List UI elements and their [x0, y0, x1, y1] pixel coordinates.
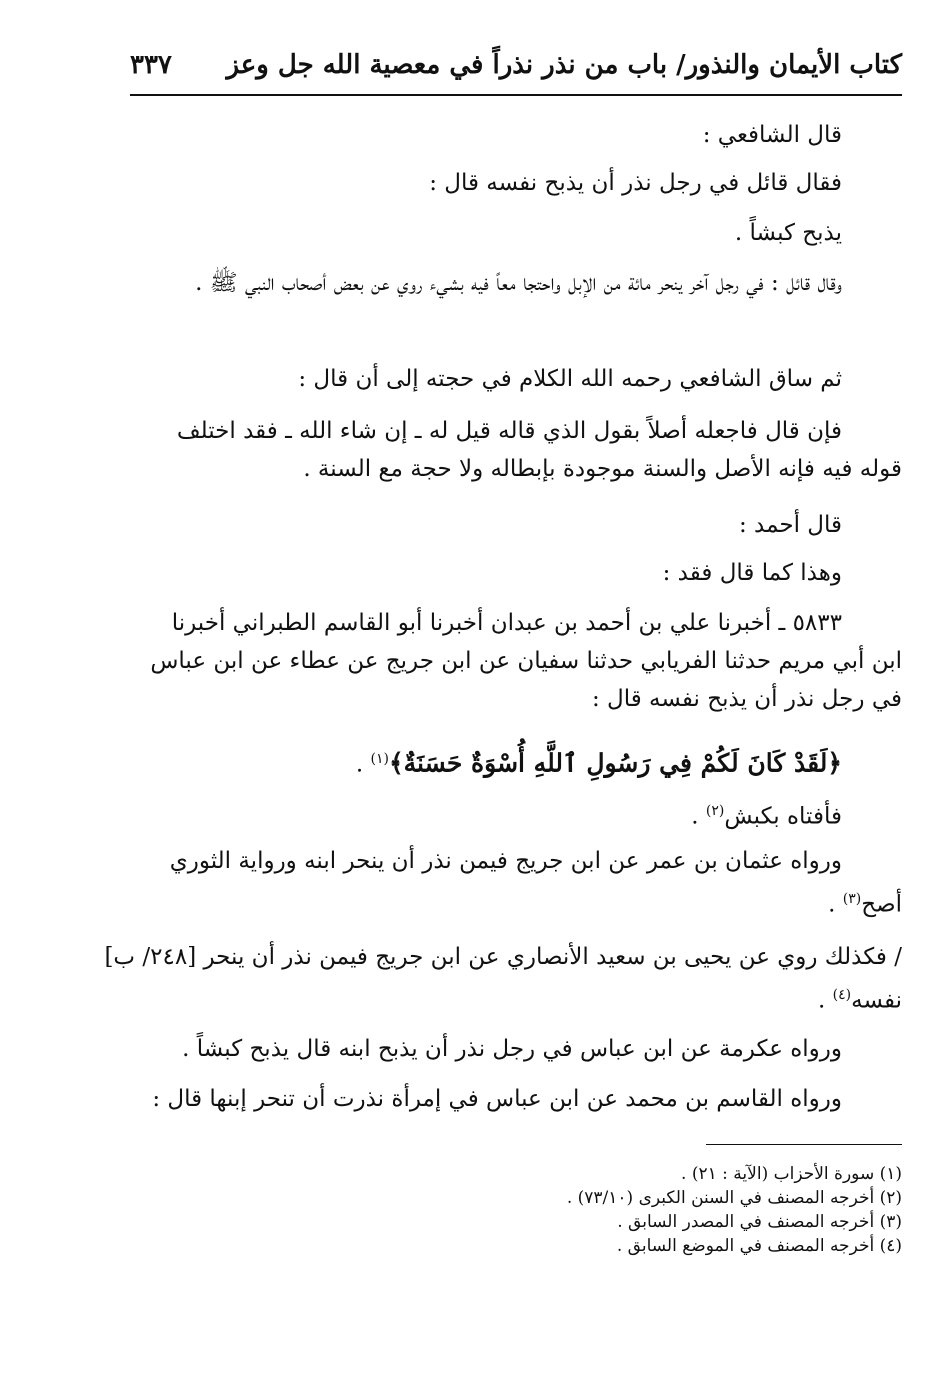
- footnote: (١) سورة الأحزاب (الآية : ٢١) .: [681, 1164, 902, 1184]
- page-number: ٣٣٧: [130, 50, 172, 80]
- running-title: كتاب الأيمان والنذور/ باب من نذر نذراً في معصية الله جل وعز: [226, 50, 902, 80]
- footnote-ref: (٣): [842, 891, 862, 907]
- paragraph: / فكذلك روي عن يحيى بن سعيد الأنصاري عن ابن جريج فيمن نذر أن ينحر [٢٤٨/ ب] نفسه$^{(٤)}$ .: [104, 944, 902, 1014]
- footnote: (٤) أخرجه المصنف في الموضع السابق .: [616, 1236, 902, 1256]
- footnote-ref: (١): [370, 751, 389, 767]
- paragraph-text: ورواه عثمان بن عمر عن ابن جريج فيمن نذر أن ينحر ابنه ورواية الثوري أصح: [169, 848, 902, 918]
- header-rule: [130, 94, 902, 96]
- paragraph: قال أحمد :: [738, 512, 842, 538]
- footnotes: [300, 1162, 902, 1258]
- paragraph: فقال قائل في رجل نذر أن يذبح نفسه قال :: [429, 170, 842, 196]
- paragraph-text: فأفتاه بكبش: [724, 803, 842, 830]
- paragraph-text: / فكذلك روي عن يحيى بن سعيد الأنصاري عن ابن جريج فيمن نذر أن ينحر [٢٤٨/ ب] نفسه: [104, 944, 902, 1014]
- footnote-ref: (٤): [832, 987, 852, 1003]
- footnote-rule: [706, 1144, 902, 1145]
- quran-verse-line: ﴿لَقَدْ كَانَ لَكُمْ فِي رَسُولِ ٱللَّهِ أُسْوَةٌ حَسَنَةٌ﴾$^{(١)}$ .: [355, 748, 842, 778]
- page-header: [130, 44, 902, 94]
- paragraph: يذبح كبشاً .: [734, 220, 842, 246]
- paragraph: وقال قائل : في رجل آخر ينحر مائة من الإبل واحتجا معاً فيه بشيء روي عن بعض أصحاب النبي ﷺ .: [195, 270, 842, 296]
- paragraph: ورواه عكرمة عن ابن عباس في رجل نذر أن يذبح ابنه قال يذبح كبشاً .: [182, 1036, 842, 1062]
- paragraph: فإن قال فاجعله أصلاً بقول الذي قاله قيل له ـ إن شاء الله ـ فقد اختلف قوله فيه فإنه الأصل والسنة موجودة بإبطاله ولا حجة مع السنة .: [176, 418, 902, 482]
- hadith-paragraph: ٥٨٣٣ ـ أخبرنا علي بن أحمد بن عبدان أخبرنا أبو القاسم الطبراني أخبرنا ابن أبي مريم حدثنا الفريابي حدثنا سفيان عن ابن جريج عن عطاء عن ابن عباس في رجل نذر أن يذبح نفسه قال :: [150, 610, 902, 712]
- paragraph: فأفتاه بكبش$^{(٢)}$ .: [691, 803, 842, 830]
- paragraph: ورواه القاسم بن محمد عن ابن عباس في إمرأة نذرت أن تنحر إبنها قال :: [152, 1086, 842, 1112]
- paragraph: وهذا كما قال فقد :: [662, 560, 842, 586]
- paragraph: ثم ساق الشافعي رحمه الله الكلام في حجته إلى أن قال :: [298, 366, 842, 392]
- paragraph: ورواه عثمان بن عمر عن ابن جريج فيمن نذر أن ينحر ابنه ورواية الثوري أصح$^{(٣)}$ .: [169, 848, 902, 918]
- paragraph: قال الشافعي :: [702, 122, 842, 148]
- footnote-ref: (٢): [705, 803, 725, 819]
- quran-verse: ﴿لَقَدْ كَانَ لَكُمْ فِي رَسُولِ ٱللَّهِ أُسْوَةٌ حَسَنَةٌ﴾: [389, 748, 842, 778]
- footnote: (٢) أخرجه المصنف في السنن الكبرى (٧٣/١٠) .: [566, 1188, 902, 1208]
- footnote: (٣) أخرجه المصنف في المصدر السابق .: [617, 1212, 902, 1232]
